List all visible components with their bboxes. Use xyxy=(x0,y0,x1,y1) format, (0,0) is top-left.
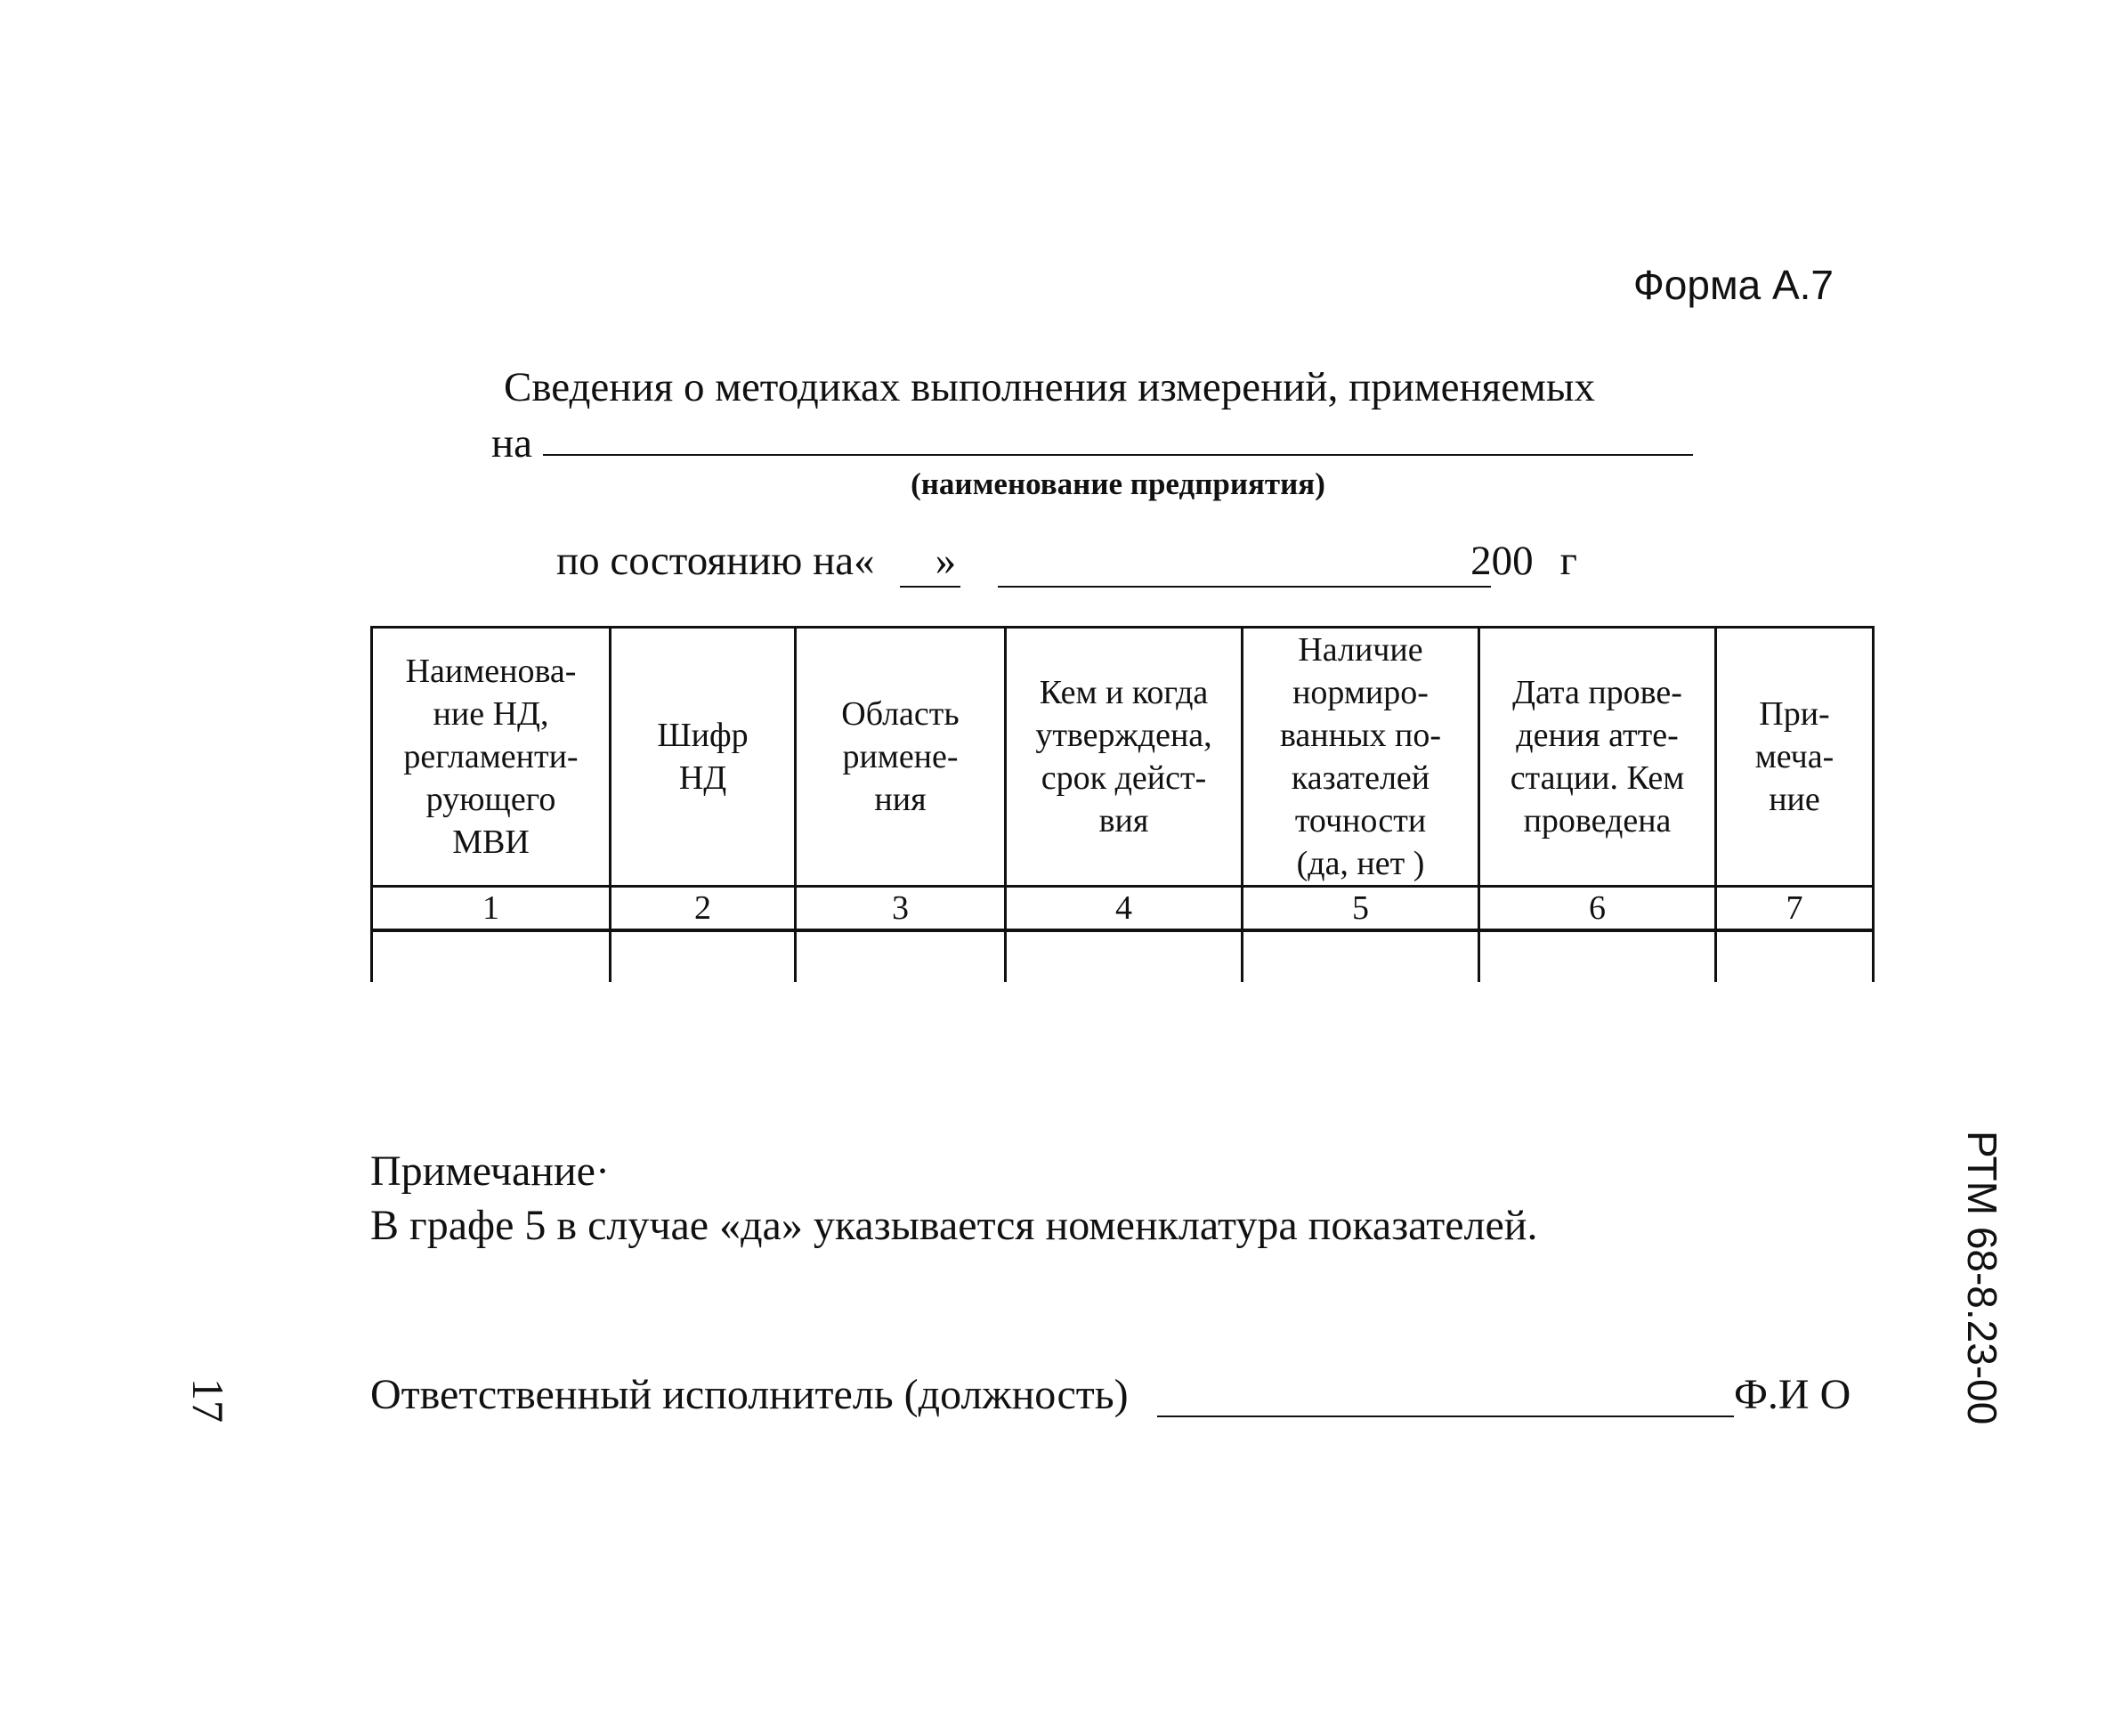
enterprise-caption: (наименование предприятия) xyxy=(911,466,1325,501)
table-cell xyxy=(1006,930,1243,982)
title-enterprise-prefix: на xyxy=(491,420,533,466)
date-year: 200 xyxy=(1470,538,1534,584)
table-header-row xyxy=(372,628,1874,887)
header-attestation-date: Дата прове- дения атте- стации. Кем проведена xyxy=(1479,628,1716,887)
column-number: 1 xyxy=(372,887,611,931)
date-year-suffix: г xyxy=(1559,538,1577,584)
column-number: 3 xyxy=(796,887,1006,931)
note-title: Примечание· xyxy=(370,1148,610,1195)
column-number: 6 xyxy=(1479,887,1716,931)
signature-fio: Ф.И О xyxy=(1734,1371,1851,1418)
table-cell xyxy=(611,930,796,982)
note-text: В графе 5 в случае «да» указывается номенклатура показателей. xyxy=(370,1202,1538,1249)
signature-blank xyxy=(1157,1416,1734,1417)
signature-label: Ответственный исполнитель (должность) xyxy=(370,1371,1129,1418)
table-cell xyxy=(1479,930,1716,982)
table-row xyxy=(372,930,1874,982)
header-note: При- меча- ние xyxy=(1716,628,1874,887)
table-cell xyxy=(1716,930,1874,982)
header-application-area: Область римене- ния xyxy=(796,628,1006,887)
methods-table xyxy=(370,626,1875,982)
page-number-text: 17 xyxy=(183,1378,233,1423)
date-close-quote: » xyxy=(935,538,957,584)
date-month-blank xyxy=(998,586,1491,588)
column-number: 2 xyxy=(611,887,796,931)
date-day-blank xyxy=(900,586,960,588)
column-number-row xyxy=(372,887,1874,931)
header-nd-name: Наименова- ние НД, регламенти- рующего МВИ xyxy=(372,628,611,887)
header-nd-code: Шифр НД xyxy=(611,628,796,887)
header-accuracy-indicators: Наличие нормиро- ванных по- казателей точности (да, нет ) xyxy=(1243,628,1479,887)
table-cell xyxy=(372,930,611,982)
column-number: 5 xyxy=(1243,887,1479,931)
document-title: Сведения о методиках выполнения измерений, применяемых xyxy=(504,364,1595,410)
document-code-text: РТМ 68-8.23-00 xyxy=(1959,1131,2005,1425)
enterprise-name-blank xyxy=(543,454,1693,456)
table-cell xyxy=(1243,930,1479,982)
table-cell xyxy=(796,930,1006,982)
form-label: Форма А.7 xyxy=(1632,262,1834,308)
date-prefix: по состоянию на« xyxy=(556,538,875,584)
header-approval-info: Кем и когда утверждена, срок дейст- вия xyxy=(1006,628,1243,887)
date-line xyxy=(556,534,1577,588)
column-number: 4 xyxy=(1006,887,1243,931)
column-number: 7 xyxy=(1716,887,1874,931)
